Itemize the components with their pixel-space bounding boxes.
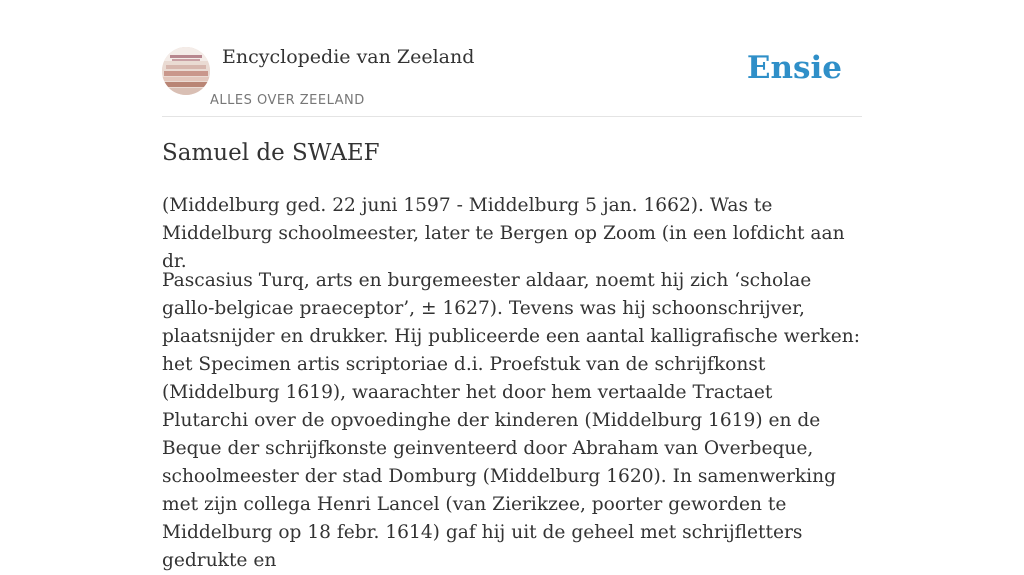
article-title: Samuel de SWAEF [162,140,380,166]
site-header [162,0,862,117]
site-subtitle: ALLES OVER ZEELAND [210,93,365,108]
brand-logo-link[interactable]: Ensie [746,50,842,86]
article-paragraph: Pascasius Turq, arts en burgemeester aldaar, noemt hij zich ‘scholae gallo-belgicae praeceptor’, ± 1627). Tevens was hij schoonschrijver, plaatsnijder en drukker. Hij publiceerde een aantal kalligrafische werken: het Specimen artis scriptoriae d.i. Proefstuk van de schrijfkonst (Middelburg 1619), waarachter het door hem vertaalde Tractaet Plutarchi over de opvoedinghe der kinderen (Middelburg 1619) en de Beque der schrijfkonste geinventeerd door Abraham van Overbeque, schoolmeester der stad Domburg (Middelburg 1620). In samenwerking met zijn collega Henri Lancel (van Zierikzee, poorter geworden te Middelburg op 18 febr. 1614) gaf hij uit de geheel met schrijfletters gedrukte en [162,270,861,571]
book-pages-logo-icon [162,47,210,95]
page [162,0,862,571]
site-title[interactable]: Encyclopedie van Zeeland [222,46,475,68]
site-logo[interactable] [162,47,210,95]
article-paragraph: (Middelburg ged. 22 juni 1597 - Middelburg 5 jan. 1662). Was te Middelburg schoolmeester, later te Bergen op Zoom (in een lofdicht aan dr. [162,195,845,272]
